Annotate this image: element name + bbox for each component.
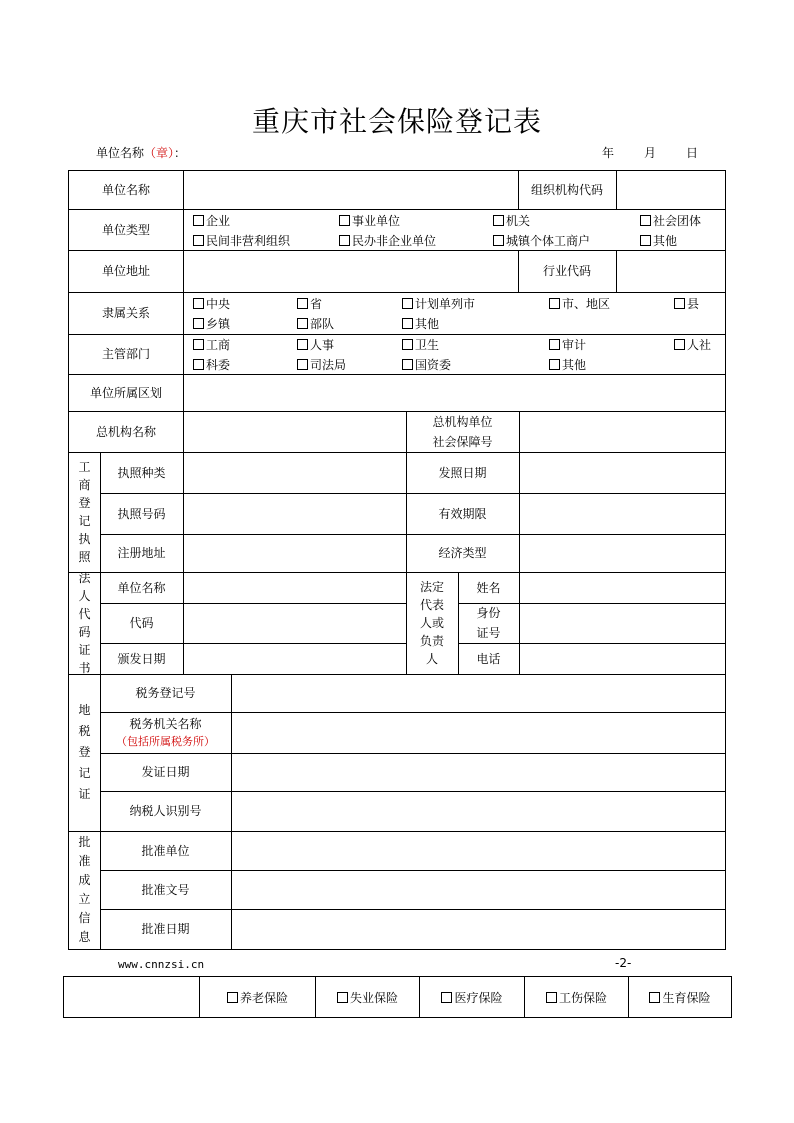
competent-dept-label: 主管部门 bbox=[101, 347, 150, 361]
valid-period-label: 有效期限 bbox=[438, 506, 487, 521]
unit-name-header bbox=[96, 144, 186, 161]
tax-office-note: （包括所属税务所） bbox=[116, 734, 215, 748]
side-char: 登 bbox=[78, 745, 91, 759]
colon: ： bbox=[174, 146, 187, 160]
license-type-label: 执照种类 bbox=[117, 465, 166, 480]
hq-name-label: 总机构名称 bbox=[95, 424, 156, 439]
legal-rep-label bbox=[406, 572, 458, 674]
affiliation-option-other[interactable] bbox=[402, 315, 439, 332]
rep-id-field[interactable] bbox=[520, 604, 724, 642]
option-label: 社会团体 bbox=[653, 214, 702, 228]
checkbox-icon bbox=[227, 992, 238, 1003]
seal-note: （章） bbox=[144, 146, 175, 160]
dept-option-justice[interactable] bbox=[297, 356, 346, 373]
option-label: 民间非营利组织 bbox=[206, 234, 291, 248]
dept-option-commerce[interactable] bbox=[193, 336, 230, 353]
approval-unit-label: 批准单位 bbox=[141, 843, 190, 858]
side-char: 商 bbox=[78, 478, 91, 492]
taxpayer-id-field[interactable] bbox=[232, 792, 724, 830]
insurance-option-work-injury[interactable] bbox=[525, 977, 628, 1017]
unit-type-label: 单位类型 bbox=[101, 222, 150, 237]
insurance-label: 失业保险 bbox=[349, 990, 398, 1005]
option-label: 科委 bbox=[206, 358, 231, 372]
checkbox-icon bbox=[402, 339, 413, 350]
checkbox-icon bbox=[493, 215, 504, 226]
checkbox-icon bbox=[193, 215, 204, 226]
hq-ss-no-line1: 总机构单位 bbox=[432, 414, 493, 429]
option-label: 人事 bbox=[310, 338, 335, 352]
dept-option-audit[interactable] bbox=[549, 336, 586, 353]
checkbox-icon bbox=[546, 992, 557, 1003]
rep-name-label: 姓名 bbox=[476, 580, 501, 595]
hq-ss-no-line2: 社会保障号 bbox=[432, 434, 493, 449]
side-char: 立 bbox=[78, 892, 91, 906]
option-label: 工商 bbox=[206, 338, 231, 352]
checkbox-icon bbox=[402, 318, 413, 329]
approval-side-label bbox=[69, 831, 100, 949]
affiliation-option-army[interactable] bbox=[297, 315, 334, 332]
side-char: 成 bbox=[78, 873, 91, 887]
cert-date-label: 发证日期 bbox=[141, 765, 190, 779]
cert-date-field[interactable] bbox=[232, 754, 724, 790]
hq-ss-no-field[interactable] bbox=[520, 412, 724, 451]
legal-code-field[interactable] bbox=[184, 604, 405, 642]
legal-unit-name-label: 单位名称 bbox=[117, 580, 166, 595]
unit-address-field[interactable] bbox=[184, 251, 517, 291]
option-label: 其他 bbox=[562, 358, 587, 372]
business-license-side-label bbox=[69, 452, 100, 572]
legal-code-side-label bbox=[69, 572, 100, 674]
checkbox-icon bbox=[441, 992, 452, 1003]
checkbox-icon bbox=[674, 339, 685, 350]
dept-option-personnel[interactable] bbox=[297, 336, 334, 353]
side-char: 信 bbox=[78, 911, 91, 925]
checkbox-icon bbox=[549, 298, 560, 309]
option-label: 卫生 bbox=[415, 338, 440, 352]
option-label: 机关 bbox=[506, 214, 531, 228]
checkbox-icon bbox=[649, 992, 660, 1003]
side-char: 地 bbox=[78, 703, 91, 717]
day-label: 日 bbox=[686, 146, 699, 160]
affiliation-option-province[interactable] bbox=[297, 295, 322, 312]
option-label: 审计 bbox=[562, 338, 587, 352]
registration-form bbox=[68, 170, 726, 950]
option-label: 县 bbox=[687, 297, 700, 311]
checkbox-icon bbox=[549, 359, 560, 370]
reg-address-field[interactable] bbox=[184, 535, 405, 571]
option-label: 市、地区 bbox=[562, 297, 611, 311]
econ-type-label: 经济类型 bbox=[438, 546, 487, 560]
side-char: 人 bbox=[78, 589, 91, 603]
side-char: 税 bbox=[78, 724, 91, 738]
legal-issue-date-field[interactable] bbox=[184, 644, 405, 673]
hq-name-field[interactable] bbox=[184, 412, 405, 451]
side-char: 码 bbox=[78, 625, 91, 639]
unit-type-option-nonprofit[interactable] bbox=[193, 232, 290, 249]
option-label: 中央 bbox=[206, 297, 231, 311]
unit-type-option-private-nonenterprise[interactable] bbox=[339, 232, 436, 249]
checkbox-icon bbox=[493, 235, 504, 246]
tax-office-label bbox=[100, 712, 231, 753]
checkbox-icon bbox=[193, 298, 204, 309]
insurance-option-unemployment[interactable] bbox=[316, 977, 419, 1017]
approval-unit-field[interactable] bbox=[232, 832, 724, 869]
legal-unit-name-field[interactable] bbox=[184, 573, 405, 602]
year-label: 年 bbox=[602, 146, 615, 160]
checkbox-icon bbox=[297, 318, 308, 329]
approval-doc-no-field[interactable] bbox=[232, 871, 724, 908]
dept-option-other[interactable] bbox=[549, 356, 586, 373]
industry-code-label: 行业代码 bbox=[542, 264, 591, 278]
side-char: 法 bbox=[78, 571, 91, 585]
tax-office-field[interactable] bbox=[232, 713, 724, 752]
rep-id-label bbox=[458, 603, 519, 643]
side-char: 准 bbox=[78, 854, 91, 868]
license-no-field[interactable] bbox=[184, 494, 405, 533]
option-label: 其他 bbox=[653, 234, 678, 248]
insurance-label: 工伤保险 bbox=[558, 990, 607, 1005]
side-char: 证 bbox=[78, 787, 91, 801]
license-no-label: 执照号码 bbox=[117, 506, 166, 521]
rep-id-line2: 证号 bbox=[476, 626, 501, 640]
unit-name-prefix: 单位名称 bbox=[96, 146, 145, 160]
option-label: 民办非企业单位 bbox=[352, 234, 437, 248]
legal-code-label: 代码 bbox=[129, 616, 154, 630]
checkbox-icon bbox=[193, 318, 204, 329]
license-issue-date-field[interactable] bbox=[520, 453, 724, 492]
side-char: 书 bbox=[78, 661, 91, 675]
checkbox-icon bbox=[339, 215, 350, 226]
tax-reg-no-field[interactable] bbox=[232, 675, 724, 711]
org-code-label: 组织机构代码 bbox=[530, 183, 603, 197]
page-number: -2- bbox=[615, 956, 632, 970]
rep-line: 负责 bbox=[419, 634, 444, 648]
affiliation-label: 隶属关系 bbox=[101, 306, 150, 320]
checkbox-icon bbox=[193, 339, 204, 350]
option-label: 企业 bbox=[206, 214, 231, 228]
rep-name-field[interactable] bbox=[520, 573, 724, 602]
affiliation-option-township[interactable] bbox=[193, 315, 230, 332]
checkbox-icon bbox=[640, 235, 651, 246]
side-char: 工 bbox=[78, 460, 91, 474]
option-label: 国资委 bbox=[415, 358, 452, 372]
rep-id-line1: 身份 bbox=[476, 606, 501, 620]
rep-line: 人 bbox=[425, 652, 438, 666]
unit-type-option-enterprise[interactable] bbox=[193, 212, 230, 229]
hq-ss-no-label bbox=[406, 411, 519, 452]
checkbox-icon bbox=[339, 235, 350, 246]
checkbox-icon bbox=[674, 298, 685, 309]
unit-type-option-social-group[interactable] bbox=[640, 212, 701, 229]
rep-line: 法定 bbox=[419, 580, 444, 594]
dept-option-sasac[interactable] bbox=[402, 356, 451, 373]
rep-line: 人或 bbox=[419, 616, 444, 630]
unit-type-option-public-institution[interactable] bbox=[339, 212, 400, 229]
checkbox-icon bbox=[337, 992, 348, 1003]
option-label: 省 bbox=[310, 297, 323, 311]
tax-side-label bbox=[69, 674, 100, 831]
side-char: 照 bbox=[78, 550, 91, 564]
side-char: 记 bbox=[78, 766, 91, 780]
affiliation-option-central[interactable] bbox=[193, 295, 230, 312]
tax-office-text: 税务机关名称 bbox=[129, 716, 202, 731]
checkbox-icon bbox=[297, 339, 308, 350]
side-char: 代 bbox=[78, 607, 91, 621]
insurance-label: 养老保险 bbox=[239, 990, 288, 1005]
website-footer: www.cnnzsi.cn bbox=[118, 958, 205, 971]
affiliation-option-city-region[interactable] bbox=[549, 295, 610, 312]
org-code-field[interactable] bbox=[617, 172, 724, 208]
license-issue-date-label: 发照日期 bbox=[438, 465, 487, 480]
reg-address-label: 注册地址 bbox=[117, 546, 166, 560]
rep-phone-field[interactable] bbox=[520, 644, 724, 673]
option-label: 其他 bbox=[415, 317, 440, 331]
insurance-label: 医疗保险 bbox=[454, 990, 503, 1005]
insurance-option-maternity[interactable] bbox=[629, 977, 731, 1017]
dept-option-health[interactable] bbox=[402, 336, 439, 353]
industry-code-field[interactable] bbox=[617, 251, 724, 291]
unit-name-label: 单位名称 bbox=[101, 183, 150, 197]
license-type-field[interactable] bbox=[184, 453, 405, 492]
insurance-label: 生育保险 bbox=[662, 990, 711, 1005]
checkbox-icon bbox=[402, 359, 413, 370]
approval-date-label: 批准日期 bbox=[141, 922, 190, 936]
side-char: 登 bbox=[78, 496, 91, 510]
district-field[interactable] bbox=[184, 375, 724, 410]
valid-period-field[interactable] bbox=[520, 494, 724, 533]
dept-option-science[interactable] bbox=[193, 356, 230, 373]
checkbox-icon bbox=[549, 339, 560, 350]
page-title: 重庆市社会保险登记表 bbox=[251, 105, 542, 138]
side-char: 息 bbox=[78, 930, 91, 944]
tax-reg-no-label: 税务登记号 bbox=[135, 686, 196, 700]
option-label: 乡镇 bbox=[206, 317, 231, 331]
insurance-type-table bbox=[63, 976, 732, 1018]
option-label: 部队 bbox=[310, 317, 335, 331]
unit-type-option-other[interactable] bbox=[640, 232, 677, 249]
unit-address-label: 单位地址 bbox=[101, 264, 150, 278]
option-label: 计划单列市 bbox=[415, 297, 476, 311]
district-label: 单位所属区划 bbox=[89, 385, 162, 400]
side-char: 批 bbox=[78, 835, 91, 849]
dept-option-hr-social[interactable] bbox=[674, 336, 711, 353]
checkbox-icon bbox=[193, 359, 204, 370]
rep-line: 代表 bbox=[419, 598, 444, 612]
affiliation-option-county[interactable] bbox=[674, 295, 699, 312]
taxpayer-id-label: 纳税人识别号 bbox=[129, 804, 202, 818]
unit-type-option-individual-business[interactable] bbox=[493, 232, 590, 249]
approval-date-field[interactable] bbox=[232, 910, 724, 948]
legal-issue-date-label: 颁发日期 bbox=[117, 651, 166, 666]
checkbox-icon bbox=[297, 298, 308, 309]
approval-doc-no-label: 批准文号 bbox=[141, 882, 190, 897]
checkbox-icon bbox=[297, 359, 308, 370]
rep-phone-label: 电话 bbox=[476, 651, 501, 666]
checkbox-icon bbox=[193, 235, 204, 246]
option-label: 城镇个体工商户 bbox=[506, 234, 591, 248]
option-label: 司法局 bbox=[310, 358, 347, 372]
side-char: 证 bbox=[78, 643, 91, 657]
econ-type-field[interactable] bbox=[520, 535, 724, 571]
checkbox-icon bbox=[402, 298, 413, 309]
unit-type-option-government[interactable] bbox=[493, 212, 530, 229]
unit-name-field[interactable] bbox=[184, 172, 517, 208]
insurance-option-medical[interactable] bbox=[420, 977, 524, 1017]
checkbox-icon bbox=[640, 215, 651, 226]
affiliation-option-planned-city[interactable] bbox=[402, 295, 475, 312]
option-label: 人社 bbox=[687, 338, 712, 352]
side-char: 执 bbox=[78, 532, 91, 546]
side-char: 记 bbox=[78, 514, 91, 528]
option-label: 事业单位 bbox=[352, 214, 401, 228]
insurance-blank-cell bbox=[65, 978, 198, 1016]
insurance-option-pension[interactable] bbox=[200, 977, 315, 1017]
month-label: 月 bbox=[644, 146, 657, 160]
